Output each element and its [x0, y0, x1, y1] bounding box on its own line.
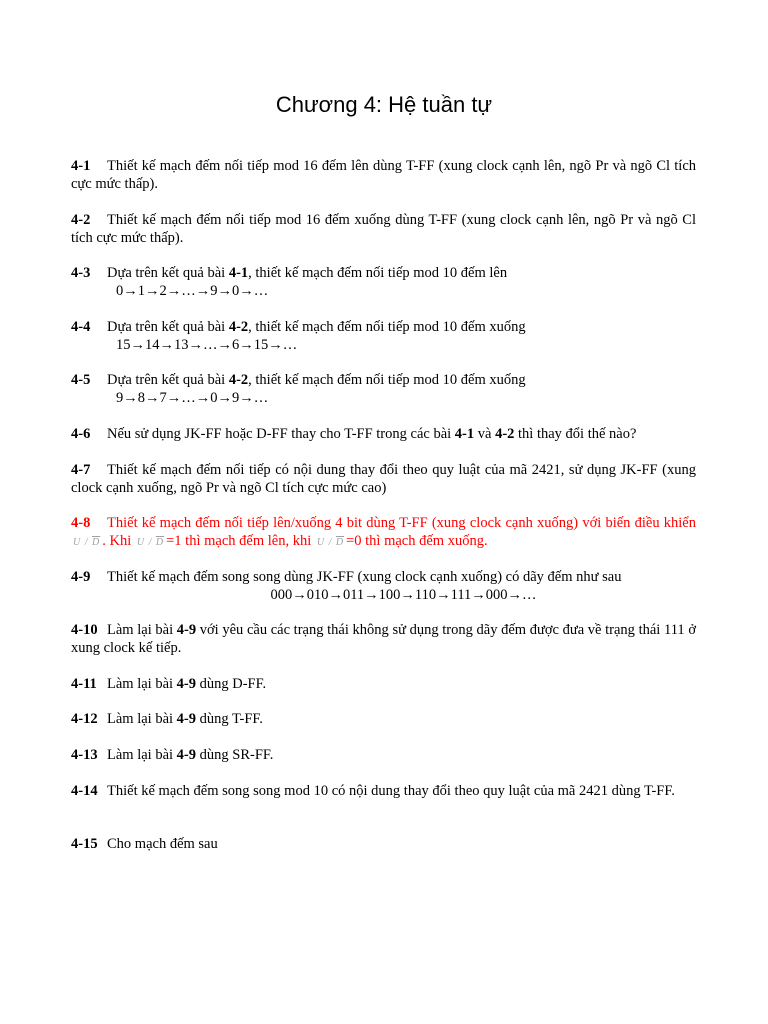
problem-text: . Khi: [102, 533, 135, 549]
problem-text: và: [474, 426, 496, 442]
problem-number: 4-2: [71, 212, 91, 228]
problem-text: Nếu sử dụng JK-FF hoặc D-FF thay cho T-FF trong các bài: [107, 426, 455, 442]
problem-reference: 4-2: [228, 372, 249, 388]
problem-4-10: [71, 621, 696, 657]
ud-separator: /: [145, 537, 156, 548]
problem-reference: 4-2: [228, 319, 249, 335]
problem-number: 4-6: [71, 426, 91, 442]
count-sequence: 0→1→2→…→9→0→…: [116, 283, 269, 299]
problem-number: 4-9: [71, 569, 91, 585]
problem-number: 4-1: [71, 158, 91, 174]
problem-text: =0 thì mạch đếm xuống.: [346, 533, 488, 549]
problem-number: 4-15: [71, 836, 98, 852]
problem-text: Làm lại bài: [107, 622, 177, 638]
ud-d-bar: $\overline{D}$: [155, 537, 165, 548]
problem-text: dùng D-FF.: [196, 676, 267, 692]
problem-number: 4-13: [71, 747, 98, 763]
problem-4-15: [71, 835, 696, 853]
problem-text: Thiết kế mạch đếm nối tiếp mod 16 đếm xuống dùng T-FF (xung clock cạnh lên, ngõ Pr và ngõ Cl tích cực mức thấp).: [71, 212, 696, 246]
chapter-title: Chương 4: Hệ tuần tự: [275, 92, 493, 117]
problem-number: 4-12: [71, 711, 98, 727]
problem-text: với yêu cầu các trạng thái không sử dụng trong dãy đếm được đưa về trạng thái 111 ở xung clock kế tiếp.: [71, 622, 696, 656]
ud-d-bar: $\overline{D}$: [335, 537, 345, 548]
problem-4-1: [71, 157, 696, 193]
problem-text: Cho mạch đếm sau: [107, 836, 218, 852]
problem-text: Dựa trên kết quả bài: [107, 319, 229, 335]
problem-4-14: [71, 782, 696, 800]
problem-number: 4-4: [71, 319, 91, 335]
problem-reference: 4-9: [176, 711, 196, 727]
ud-u: U: [73, 537, 82, 548]
ud-separator: /: [81, 537, 93, 548]
problem-4-12: [71, 710, 696, 728]
problem-text: , thiết kế mạch đếm nối tiếp mod 10 đếm lên: [248, 265, 508, 281]
ud-separator: /: [325, 537, 336, 548]
problem-4-5: [71, 371, 696, 407]
problem-text: Thiết kế mạch đếm song song mod 10 có nội dung thay đổi theo quy luật của mã 2421 dùng T-FF.: [107, 783, 675, 799]
problem-text: Thiết kế mạch đếm song song dùng JK-FF (xung clock cạnh xuống) có dãy đếm như sau: [107, 569, 622, 585]
problem-text: Thiết kế mạch đếm nối tiếp có nội dung thay đổi theo quy luật của mã 2421, sử dụng JK-FF (xung clock cạnh xuống, ngõ Pr và ngõ Cl tích cực mức cao): [71, 462, 696, 496]
problem-reference: 4-9: [176, 747, 196, 763]
problem-reference: 4-1: [454, 426, 475, 442]
ud-u: U: [136, 537, 146, 548]
problem-4-13: [71, 746, 696, 764]
problem-text: dùng T-FF.: [196, 711, 263, 727]
problem-text: Làm lại bài: [107, 747, 177, 763]
problem-number: 4-10: [71, 622, 98, 638]
problem-text: Dựa trên kết quả bài: [107, 265, 229, 281]
problem-reference: 4-2: [495, 426, 515, 442]
problem-4-7: [71, 461, 696, 497]
count-sequence: 9→8→7→…→0→9→…: [116, 390, 269, 406]
problem-text: Làm lại bài: [107, 711, 177, 727]
ud-u: U: [316, 537, 326, 548]
problem-text: =1 thì mạch đếm lên, khi: [166, 533, 315, 549]
problem-reference: 4-9: [176, 622, 197, 638]
problem-4-9: [71, 568, 696, 604]
problem-text: Dựa trên kết quả bài: [107, 372, 229, 388]
ud-d-bar: $\overline{D}$: [92, 537, 101, 548]
problem-number: 4-5: [71, 372, 91, 388]
problem-reference: 4-1: [228, 265, 249, 281]
problem-number: 4-14: [71, 783, 98, 799]
problem-text: dùng SR-FF.: [196, 747, 274, 763]
problem-text: Thiết kế mạch đếm nối tiếp mod 16 đếm lên dùng T-FF (xung clock cạnh lên, ngõ Pr và ngõ Cl tích cực mức thấp).: [71, 158, 696, 192]
problem-number: 4-8: [71, 515, 91, 531]
up-down-control-variable: [315, 537, 346, 548]
count-sequence: 000→010→011→100→110→111→000→…: [270, 587, 537, 603]
problem-text: Thiết kế mạch đếm nối tiếp lên/xuống 4 bit dùng T-FF (xung clock cạnh xuống) với biến điều khiển: [107, 515, 696, 531]
problem-reference: 4-9: [176, 676, 196, 692]
problem-text: Làm lại bài: [107, 676, 177, 692]
problem-number: 4-7: [71, 462, 91, 478]
problem-text: thì thay đổi thế nào?: [514, 426, 637, 442]
problem-text: , thiết kế mạch đếm nối tiếp mod 10 đếm xuống: [248, 372, 526, 388]
problem-4-11: [71, 675, 696, 693]
problem-4-3: [71, 264, 696, 300]
problem-number: 4-3: [71, 265, 91, 281]
up-down-control-variable: [135, 537, 166, 548]
problem-number: 4-11: [71, 676, 97, 692]
problem-text: , thiết kế mạch đếm nối tiếp mod 10 đếm xuống: [248, 319, 526, 335]
up-down-control-variable: [71, 537, 102, 548]
problem-4-6: [71, 425, 696, 443]
count-sequence: 15→14→13→…→6→15→…: [116, 337, 298, 353]
problem-4-8: [71, 514, 696, 552]
problem-4-2: [71, 211, 696, 247]
problem-4-4: [71, 318, 696, 354]
